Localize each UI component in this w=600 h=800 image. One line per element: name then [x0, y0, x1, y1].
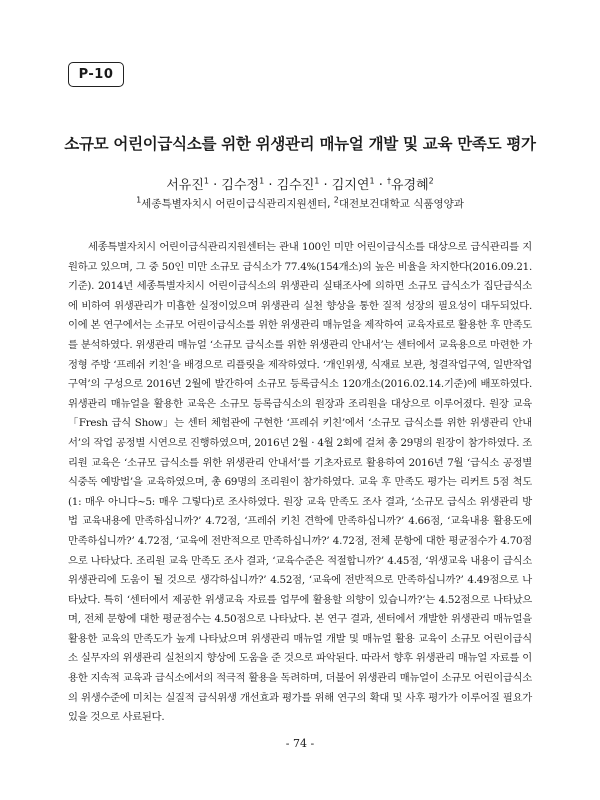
paper-title: 소규모 어린이급식소를 위한 위생관리 매뉴얼 개발 및 교육 만족도 평가	[64, 135, 536, 153]
corresponding-author-mark: †	[386, 176, 391, 186]
author	[221, 178, 264, 193]
affiliation-superscript: 1	[259, 176, 265, 186]
author-separator: ·	[319, 178, 332, 193]
author	[277, 178, 320, 193]
affiliation-superscript: 1	[369, 176, 375, 186]
author	[387, 178, 434, 193]
author-separator: ·	[374, 178, 387, 193]
author-name: 김수정	[221, 178, 260, 193]
author-separator: ·	[209, 178, 222, 193]
author-name: 김수진	[276, 178, 315, 193]
page-number: - 74 -	[285, 737, 315, 750]
affiliation-superscript: 1	[136, 195, 142, 205]
author-name: 유경혜	[390, 178, 429, 193]
author-separator: ·	[264, 178, 277, 193]
author	[332, 178, 375, 193]
affiliation-superscript: 2	[333, 195, 339, 205]
affiliation-superscript: 1	[203, 176, 210, 186]
poster-id-badge: P-10	[68, 62, 124, 87]
author-list	[40, 174, 560, 193]
affiliation-superscript: 2	[428, 176, 434, 186]
affiliation-superscript: 1	[314, 176, 320, 186]
abstract-body: 세종특별자치시 어린이급식관리지원센터는 관내 100인 미만 어린이급식소를 대상으로 급식관리를 지원하고 있으며, 그 중 50인 미만 소규모 급식소가 77.4%(154개소)의 높은 비율을 차지한다(2016.09.21. 기준). 2014년 세종특별자치시 어린이급식소의 위생관리 실태조사에 의하면 소규모 급식소가 집단급식소에 비하여 위생관리가 미흡한 실정이었으며 위생관리 실천 향상을 통한 질적 성장의 필요성이 대두되었다. 이에 본 연구에서는 소규모 어린이급식소를 위한 위생관리 매뉴얼을 제작하여 교육자료로 활용한 후 만족도를 분석하였다. 위생관리 매뉴얼 ‘소규모 급식소를 위한 위생관리 안내서’는 센터에서 교육용으로 마련한 가정형 주방 ‘프레쉬 키친’을 배경으로 리플릿을 제작하였다. ‘개인위생, 식재료 보관, 청결작업구역, 일반작업구역’의 구성으로 2016년 2월에 발간하여 소규모 등록급식소 120개소(2016.02.14.기준)에 배포하였다. 위생관리 매뉴얼을 활용한 교육은 소규모 등록급식소의 원장과 조리원을 대상으로 이루어졌다. 원장 교육 「Fresh 급식 Show」는 센터 체험관에 구현한 ‘프레쉬 키친’에서 ‘소규모 급식소를 위한 위생관리 안내서’의 작업 공정별 시연으로 진행하였으며, 2016년 2월 · 4월 2회에 걸쳐 총 29명의 원장이 참가하였다. 조리원 교육은 ‘소규모 급식소를 위한 위생관리 안내서’를 기초자료로 활용하여 2016년 7월 ‘급식소 공정별 식중독 예방법’을 교육하였으며, 총 69명의 조리원이 참가하였다. 교육 후 만족도 평가는 리커트 5점 척도(1: 매우 아니다~5: 매우 그렇다)로 조사하였다. 원장 교육 만족도 조사 결과, ‘소규모 급식소 위생관리 방법 교육내용에 만족하십니까?’ 4.72점, ‘프레쉬 키친 견학에 만족하십니까?’ 4.66점, ‘교육내용 활용도에 만족하십니까?’ 4.72점, ‘교육에 전반적으로 만족하십니까?’ 4.72점, 전체 문항에 대한 평균점수가 4.70점으로 나타났다. 조리원 교육 만족도 조사 결과, ‘교육수준은 적절합니까?’ 4.45점, ‘위생교육 내용이 급식소 위생관리에 도움이 될 것으로 생각하십니까?’ 4.52점, ‘교육에 전반적으로 만족하십니까?’ 4.49점으로 나타났다. 특히 ‘센터에서 제공한 위생교육 자료를 업무에 활용할 의향이 있습니까?’는 4.52점으로 나타났으며, 전체 문항에 대한 평균점수는 4.50점으로 나타났다. 본 연구 결과, 센터에서 개발한 위생관리 매뉴얼을 활용한 교육의 만족도가 높게 나타났으며 위생관리 매뉴얼 개발 및 매뉴얼 활용 교육이 소규모 어린이급식소 실무자의 위생관리 실천의지 향상에 도움을 준 것으로 파악된다. 따라서 향후 위생관리 매뉴얼 자료를 이용한 지속적 교육과 급식소에서의 적극적 활용을 독려하며, 더불어 위생관리 매뉴얼이 소규모 어린이급식소의 위생수준에 미치는 실질적 급식위생 개선효과 평가를 위해 연구의 확대 및 사후 평가가 이루어질 필요가 있을 것으로 사료된다.	[68, 241, 532, 724]
author-name: 김지연	[331, 178, 370, 193]
author-name: 서유진	[166, 178, 204, 193]
affiliation-text: 대전보건대학교 식품영양과	[338, 198, 464, 210]
author	[166, 178, 209, 193]
affiliation-text: 세종특별자치시 어린이급식관리지원센터,	[141, 198, 334, 210]
affiliations	[40, 196, 560, 211]
